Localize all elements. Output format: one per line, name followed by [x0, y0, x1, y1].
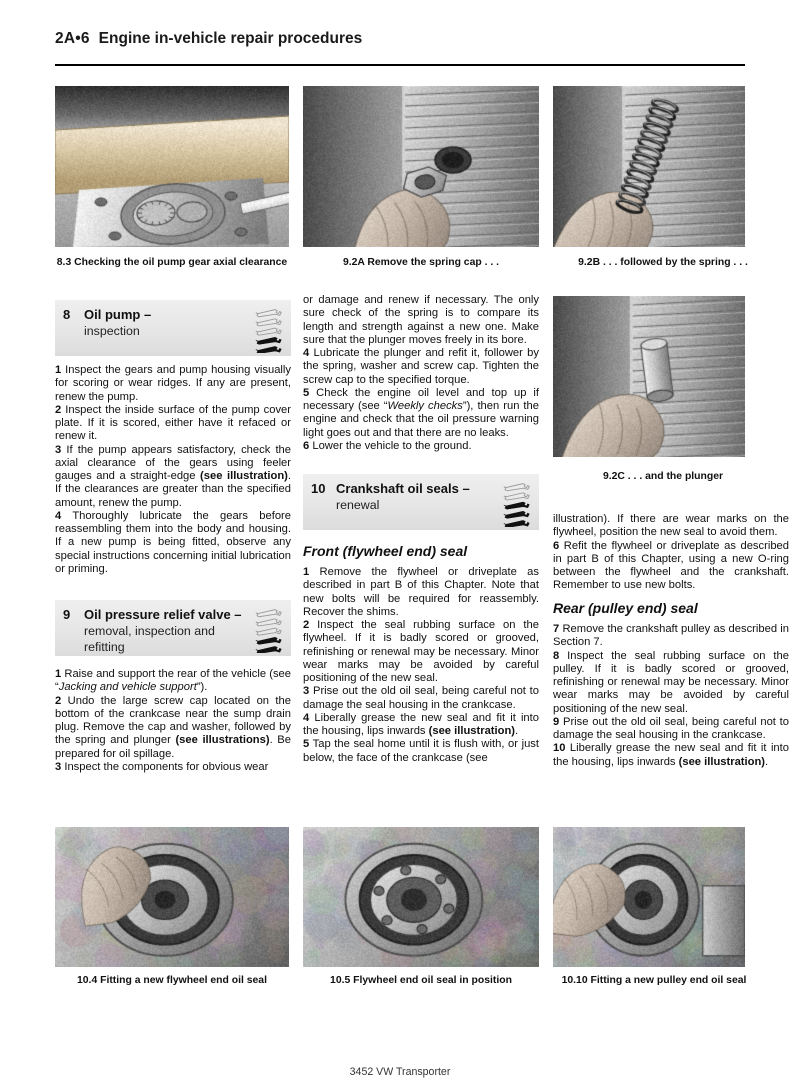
paragraph: 4 Liberally grease the new seal and fit it into the housing, lips inwards (see illustration). — [303, 711, 539, 737]
figure-caption-10-10: 10.10 Fitting a new pulley end oil seal — [561, 975, 747, 986]
subheading-rear-seal: Rear (pulley end) seal — [553, 600, 698, 616]
difficulty-spanner-icon — [253, 607, 283, 653]
figure-image-10-10 — [553, 827, 745, 967]
figure-image-10-5 — [303, 827, 539, 967]
paragraph: illustration). If there are wear marks on the flywheel, position the new seal to avoid them. — [553, 513, 789, 539]
section-number-8: 8 — [63, 307, 71, 322]
paragraph: 2 Inspect the inside surface of the pump cover plate. If it is scored, either have it refaced or renew it. — [55, 403, 291, 443]
section-heading-10 — [303, 474, 539, 530]
section-10-rear-body — [553, 623, 789, 769]
paragraph: 2 Undo the large screw cap located on the bottom of the crankcase near the sump drain plug. Remove the cap and washer, followed by the spring and plunger (see illustrations). Be prepared for oil spillage. — [55, 694, 291, 760]
section-9-body — [55, 668, 291, 774]
section-heading-8 — [55, 300, 291, 356]
figure-caption-9-2C: 9.2C . . . and the plunger — [602, 471, 724, 482]
page-title: Engine in-vehicle repair procedures — [98, 30, 363, 47]
paragraph: 1 Remove the flywheel or driveplate as described in part B of this Chapter. Note that new bolts will be required for reassembly. Recover the shims. — [303, 566, 539, 618]
figure-image-10-4 — [55, 827, 289, 967]
subheading-front-seal: Front (flywheel end) seal — [303, 543, 468, 559]
figure-caption-9-2A: 9.2A Remove the spring cap . . . — [342, 257, 500, 268]
section-10-front-body — [303, 566, 539, 765]
difficulty-spanner-icon — [501, 481, 531, 527]
paragraph: 5 Tap the seal home until it is flush with, or just below, the face of the crankcase (see — [303, 738, 539, 764]
figure-image-9-2C — [553, 296, 745, 457]
page-footer: 3452 VW Transporter — [349, 1066, 451, 1078]
figure-image-8-3 — [55, 86, 289, 247]
figure-caption-8-3: 8.3 Checking the oil pump gear axial clearance — [56, 257, 288, 268]
section-subtitle-8: inspection — [84, 324, 140, 338]
section-10-front-body-continued — [553, 513, 789, 593]
section-8-body — [55, 364, 291, 576]
section-subtitle-9: removal, inspection and refitting — [84, 624, 215, 654]
section-title-8: Oil pump – — [84, 307, 152, 322]
paragraph: 7 Remove the crankshaft pulley as described in Section 7. — [553, 623, 789, 649]
paragraph: 4 Thoroughly lubricate the gears before reassembling them into the body and housing. If a new pump is being fitted, observe any special instructions concerning initial lubrication or priming. — [55, 509, 291, 575]
figure-image-9-2B — [553, 86, 745, 247]
paragraph: 10 Liberally grease the new seal and fit it into the housing, lips inwards (see illustration). — [553, 742, 789, 768]
page-header — [55, 30, 745, 48]
section-9-body-continued — [303, 294, 539, 453]
section-heading-9 — [55, 600, 291, 656]
difficulty-spanner-icon — [253, 307, 283, 353]
page-number: 2A•6 — [55, 30, 90, 47]
section-subtitle-10: renewal — [336, 498, 380, 512]
figure-caption-9-2B: 9.2B . . . followed by the spring . . . — [578, 257, 748, 268]
figure-image-9-2A — [303, 86, 539, 247]
figure-caption-10-4: 10.4 Fitting a new flywheel end oil seal — [77, 975, 267, 986]
paragraph: or damage and renew if necessary. The only sure check of the spring is to compare its length and strength against a new one. Make sure that the plunger moves freely in its bore. — [303, 294, 539, 346]
paragraph: 1 Raise and support the rear of the vehicle (see “Jacking and vehicle support”). — [55, 668, 291, 694]
figure-caption-10-5: 10.5 Flywheel end oil seal in position — [330, 975, 512, 986]
paragraph: 3 Inspect the components for obvious wear — [55, 760, 269, 773]
paragraph: 8 Inspect the seal rubbing surface on the pulley. If it is badly scored or grooved, refinishing or renewal may be necessary. Minor wear marks may be avoided by careful positioning of the new seal. — [553, 649, 789, 715]
paragraph: 3 If the pump appears satisfactory, check the axial clearance of the gears using feeler gauges and a straight-edge (see illustration). If the clearances are greater than the specified amount, renew the pump. — [55, 443, 291, 509]
paragraph: 5 Check the engine oil level and top up if necessary (see “Weekly checks”), then run the engine and check that the oil pressure warning light goes out and that there are no leaks. — [303, 386, 539, 439]
paragraph: 6 Refit the flywheel or driveplate as described in part B of this Chapter, using a new O-ring between the flywheel and the crankshaft. Remember to use new bolts. — [553, 539, 789, 592]
paragraph: 9 Prise out the old oil seal, being careful not to damage the seal housing in the crankcase. — [553, 715, 789, 741]
section-number-10: 10 — [311, 481, 326, 496]
section-number-9: 9 — [63, 607, 71, 622]
paragraph: 3 Prise out the old oil seal, being careful not to damage the seal housing in the crankcase. — [303, 685, 539, 711]
paragraph: 6 Lower the vehicle to the ground. — [303, 439, 472, 452]
section-title-9: Oil pressure relief valve – — [84, 607, 242, 622]
paragraph: 1 Inspect the gears and pump housing visually for scoring or wear ridges. If any are present, renew the pump. — [55, 364, 291, 403]
section-title-10: Crankshaft oil seals – — [336, 481, 470, 496]
header-divider — [55, 64, 745, 66]
paragraph: 4 Lubricate the plunger and refit it, follower by the spring, washer and screw cap. Tighten the screw cap to the specified torque. — [303, 347, 539, 386]
paragraph: 2 Inspect the seal rubbing surface on the flywheel. If it is badly scored or grooved, refinishing or renewal may be necessary. Minor wear marks may be avoided by careful positioning of the new seal. — [303, 619, 539, 684]
